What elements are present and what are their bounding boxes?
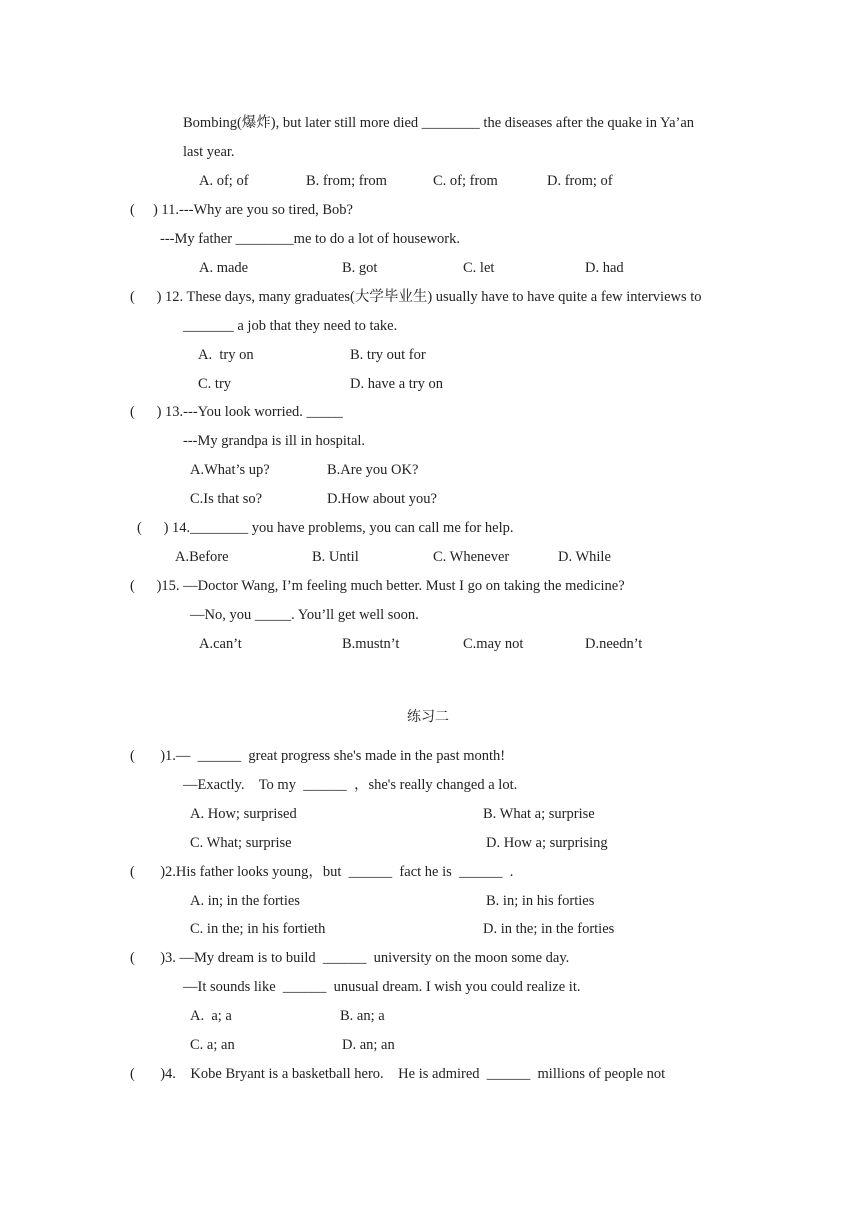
p2-q1-line-2: —Exactly. To my ______ ，she's really changed a lot. (183, 777, 518, 793)
q10-option-d: D. from; of (547, 173, 613, 189)
q10-line-1: Bombing(爆炸), but later still more died ________ the diseases after the quake in Ya’an (183, 115, 695, 131)
p2-q3-line-2: —It sounds like ______ unusual dream. I wish you could realize it. (183, 979, 581, 995)
q11-option-a: A. made (199, 260, 249, 276)
q11-line-2: ---My father ________me to do a lot of housework. (160, 231, 461, 247)
p2-q2-option-c: C. in the; in his fortieth (190, 921, 326, 937)
q12-option-a: A. try on (198, 347, 254, 363)
p2-q3-option-c: C. a; an (190, 1037, 235, 1053)
q14-stem: ( ) 14.________ you have problems, you can call me for help. (137, 520, 514, 536)
q15-option-d: D.needn’t (585, 636, 643, 652)
p2-q2-stem: ( )2.His father looks young，but ______ fact he is ______ . (130, 864, 514, 880)
p2-q3-stem: ( )3. —My dream is to build ______ university on the moon some day. (130, 950, 570, 966)
q10-option-c: C. of; from (433, 173, 498, 189)
p2-q2-option-b: B. in; in his forties (486, 893, 595, 909)
p2-q1-option-b: B. What a; surprise (483, 806, 595, 822)
p2-q1-option-d: D. How a; surprising (486, 835, 608, 851)
q10-option-a: A. of; of (199, 173, 249, 189)
q14-option-b: B. Until (312, 549, 359, 565)
p2-q2-option-a: A. in; in the forties (190, 893, 300, 909)
q15-stem: ( )15. —Doctor Wang, I’m feeling much better. Must I go on taking the medicine? (130, 578, 625, 594)
q12-option-c: C. try (198, 376, 232, 392)
q14-option-a: A.Before (175, 549, 229, 565)
p2-q1-stem: ( )1.— ______ great progress she's made in the past month! (130, 748, 506, 764)
p2-q3-option-d: D. an; an (342, 1037, 395, 1053)
q12-option-d: D. have a try on (350, 376, 444, 392)
q12-stem: ( ) 12. These days, many graduates(大学毕业生) usually have to have quite a few interviews to (130, 289, 702, 305)
q11-stem: ( ) 11.---Why are you so tired, Bob? (130, 202, 353, 218)
q11-option-d: D. had (585, 260, 624, 276)
q15-option-b: B.mustn’t (342, 636, 400, 652)
p2-q1-option-c: C. What; surprise (190, 835, 292, 851)
q10-option-b: B. from; from (306, 173, 387, 189)
p2-q2-option-d: D. in the; in the forties (483, 921, 615, 937)
q13-line-2: ---My grandpa is ill in hospital. (183, 433, 366, 449)
q14-option-c: C. Whenever (433, 549, 510, 565)
p2-q1-option-a: A. How; surprised (190, 806, 297, 822)
q13-stem: ( ) 13.---You look worried. _____ (130, 404, 343, 420)
p2-q3-option-a: A. a; a (190, 1008, 232, 1024)
q14-option-d: D. While (558, 549, 611, 565)
q10-line-2: last year. (183, 144, 235, 160)
q15-line-2: —No, you _____. You’ll get well soon. (190, 607, 419, 623)
q11-option-c: C. let (463, 260, 495, 276)
section-heading: 练习二 (407, 709, 449, 725)
q15-option-c: C.may not (463, 636, 524, 652)
p2-q3-option-b: B. an; a (340, 1008, 385, 1024)
q13-option-d: D.How about you? (327, 491, 437, 507)
q13-option-b: B.Are you OK? (327, 462, 419, 478)
q13-option-a: A.What’s up? (190, 462, 270, 478)
q12-option-b: B. try out for (350, 347, 426, 363)
q13-option-c: C.Is that so? (190, 491, 263, 507)
q11-option-b: B. got (342, 260, 378, 276)
p2-q4-stem: ( )4. Kobe Bryant is a basketball hero. He is admired ______ millions of people not (130, 1066, 666, 1082)
q15-option-a: A.can’t (199, 636, 242, 652)
q12-line-2: _______ a job that they need to take. (183, 318, 398, 334)
